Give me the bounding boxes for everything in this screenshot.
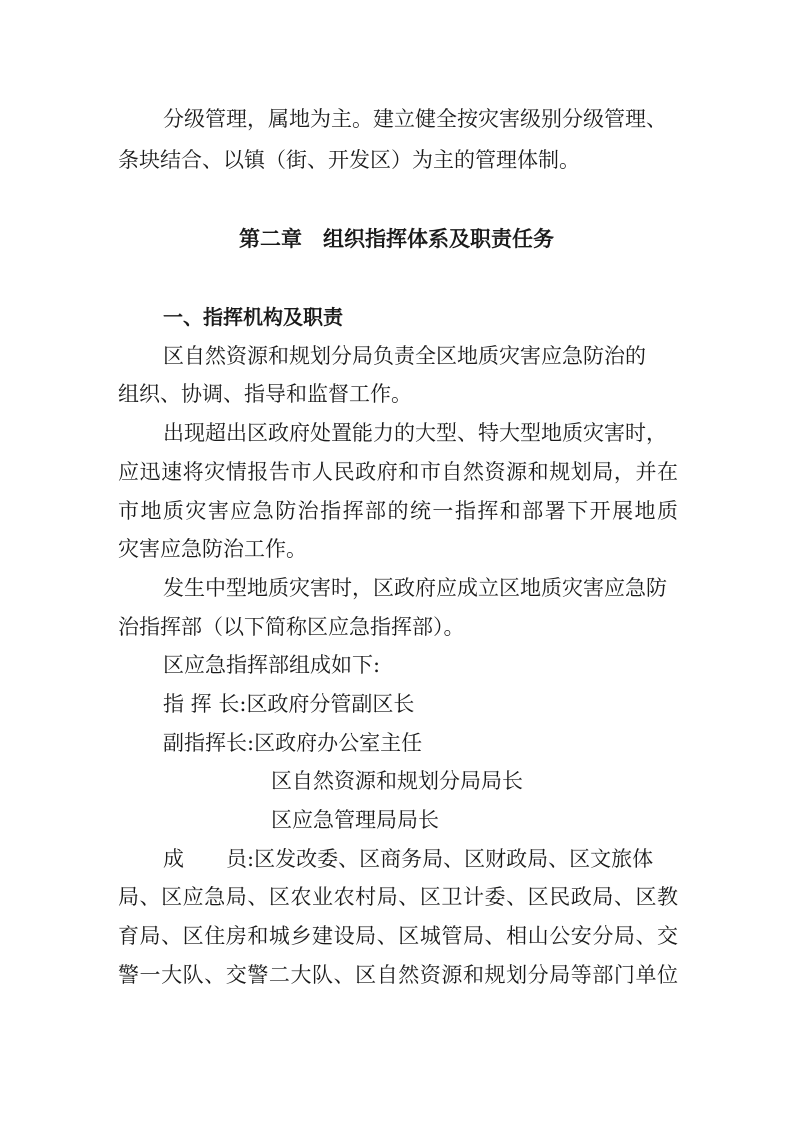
deputy-value-1: 区政府办公室主任	[254, 731, 423, 755]
deputy-value-3: 区应急管理局局长	[271, 808, 439, 832]
paragraph-1-line-1: 区自然资源和规划分局负责全区地质灾害应急防治的	[163, 344, 646, 368]
members-label: 成 员:	[163, 847, 255, 871]
members-value-1: 区发改委、区商务局、区财政局、区文旅体	[254, 847, 654, 871]
paragraph-1-line-2: 组织、协调、指导和监督工作。	[118, 382, 412, 406]
paragraph-3-line-1: 发生中型地质灾害时，区政府应成立区地质灾害应急防	[163, 576, 667, 600]
members-value-2: 局、区应急局、区农业农村局、区卫计委、区民政局、区教	[118, 885, 678, 909]
paragraph-2-line-4: 灾害应急防治工作。	[118, 537, 307, 561]
intro-line-1: 分级管理，属地为主。建立健全按灾害级别分级管理、	[163, 107, 667, 131]
members-value-4: 警一大队、交警二大队、区自然资源和规划分局等部门单位	[118, 963, 678, 987]
deputy-row	[163, 731, 422, 755]
deputy-label: 副指挥长:	[163, 731, 255, 755]
chapter-title: 第二章 组织指挥体系及职责任务	[239, 227, 554, 251]
commander-value: 区政府分管副区长	[246, 692, 415, 716]
intro-line-2: 条块结合、以镇（街、开发区）为主的管理体制。	[118, 148, 580, 172]
paragraph-2-line-3: 市地质灾害应急防治指挥部的统一指挥和部署下开展地质	[118, 499, 678, 523]
paragraph-2-line-1: 出现超出区政府处置能力的大型、特大型地质灾害时，	[163, 421, 667, 445]
commander-row	[163, 692, 414, 716]
paragraph-2-line-2: 应迅速将灾情报告市人民政府和市自然资源和规划局，并在	[118, 460, 678, 484]
deputy-value-2: 区自然资源和规划分局局长	[271, 769, 523, 793]
commander-label: 指 挥 长:	[163, 692, 247, 716]
section-heading: 一、指挥机构及职责	[163, 305, 343, 329]
paragraph-3-line-2: 治指挥部（以下简称区应急指挥部）。	[118, 615, 465, 639]
paragraph-4: 区应急指挥部组成如下:	[163, 653, 381, 677]
members-value-3: 育局、区住房和城乡建设局、区城管局、相山公安分局、交	[118, 924, 678, 948]
members-row	[163, 847, 653, 871]
